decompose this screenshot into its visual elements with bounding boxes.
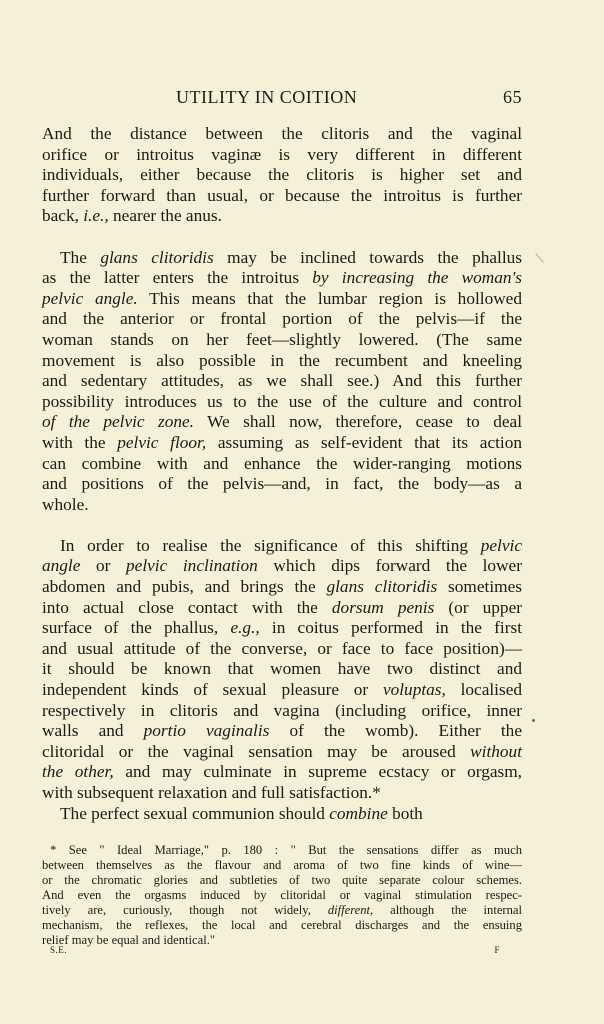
text-line [42, 598, 522, 619]
text-run: sometimes [437, 577, 522, 597]
text-line [42, 124, 522, 145]
text-line [42, 186, 522, 207]
running-header [42, 87, 522, 111]
paragraph [42, 804, 522, 825]
text-run: between themselves as the flavour and aroma of two fine kinds of wine— [42, 858, 522, 872]
body-text [42, 124, 522, 824]
text-run: walls and [42, 721, 144, 741]
text-run: may be inclined towards the phallus [213, 247, 522, 267]
text-run: (or upper [434, 597, 522, 617]
italic-text: e.g., [230, 618, 260, 638]
italic-text: pelvic inclination [126, 556, 258, 576]
paragraph-gap [42, 227, 522, 248]
text-run: * See " Ideal Marriage," p. 180 : " But the sensations differ as much [50, 843, 522, 857]
italic-text: by increasing the woman's [312, 268, 522, 288]
text-line [42, 145, 522, 166]
text-run: nearer the anus. [108, 206, 222, 226]
text-line [42, 248, 522, 269]
italic-text: voluptas, [382, 680, 446, 700]
text-run: as the latter enters the introitus [42, 268, 313, 288]
text-run: independent kinds of sexual pleasure or [42, 680, 383, 700]
text-run: which dips forward the lower [257, 556, 522, 576]
gathering-mark: F [494, 945, 500, 955]
text-line [42, 639, 522, 660]
italic-text: without [470, 741, 522, 761]
text-line [42, 454, 522, 475]
italic-text: i.e., [83, 206, 109, 226]
footnote-line [42, 933, 522, 948]
italic-text: portio vaginalis [143, 721, 270, 741]
text-line [42, 165, 522, 186]
text-run: This means that the lumbar region is hollowed [137, 288, 522, 308]
margin-dot [532, 719, 535, 722]
text-line [42, 371, 522, 392]
italic-text: different, [327, 903, 374, 917]
italic-text: of the pelvic zone. [42, 412, 195, 432]
italic-text: dorsum penis [331, 597, 435, 617]
text-line [42, 701, 522, 722]
text-line [42, 659, 522, 680]
text-run: surface of the phallus, [42, 618, 231, 638]
text-run: woman stands on her feet—slightly lowered. (The same [42, 329, 522, 349]
text-run: or [80, 556, 127, 576]
footnote-line [42, 858, 522, 873]
text-line [42, 495, 522, 516]
text-run: movement is also possible in the recumbent and kneeling [42, 350, 522, 370]
text-run: back, [42, 206, 84, 226]
italic-text: glans clitoridis [326, 577, 438, 597]
text-line [42, 536, 522, 557]
text-run: and the anterior or frontal portion of the pelvis—if the [42, 309, 522, 329]
text-run: The perfect sexual communion should [60, 803, 330, 823]
footnote-line [42, 873, 522, 888]
text-line [42, 351, 522, 372]
margin-mark [535, 253, 543, 263]
text-line [42, 309, 522, 330]
text-run: although the internal [373, 903, 522, 917]
text-run: with the [42, 432, 118, 452]
text-run: and sedentary attitudes, as we shall see.) And this further [42, 371, 522, 391]
text-run: of the womb). Either the [269, 721, 522, 741]
italic-text: the other, [42, 762, 114, 782]
text-line [42, 618, 522, 639]
paragraph [42, 536, 522, 804]
text-run: in coitus performed in the first [259, 618, 522, 638]
text-line [42, 721, 522, 742]
footnote-line [42, 888, 522, 903]
running-title: UTILITY IN COITION [176, 87, 358, 107]
paragraph [42, 248, 522, 516]
italic-text: combine [329, 803, 388, 823]
text-run: can combine with and enhance the wider-ranging motions [42, 453, 522, 473]
text-line [42, 330, 522, 351]
italic-text: pelvic angle. [42, 288, 138, 308]
text-run: with subsequent relaxation and full satisfaction.* [42, 783, 381, 802]
paragraph-gap [42, 515, 522, 536]
text-line [42, 680, 522, 701]
text-line [42, 412, 522, 433]
text-line [42, 783, 522, 804]
text-line [42, 474, 522, 495]
text-line [42, 268, 522, 289]
text-run: clitoridal or the vaginal sensation may be aroused [42, 741, 471, 761]
text-run: In order to realise the significance of this shifting [60, 535, 481, 555]
text-run: localised [445, 680, 523, 700]
text-line [42, 577, 522, 598]
text-line [42, 206, 522, 227]
text-line [42, 433, 522, 454]
page-number: 65 [503, 87, 522, 107]
text-run: tively are, curiously, though not widely, [42, 903, 328, 917]
text-run: into actual close contact with the [42, 597, 332, 617]
text-run: and positions of the pelvis—and, in fact, the body—as a [42, 474, 522, 494]
italic-text: glans clitoridis [100, 247, 214, 267]
text-run: or the chromatic glories and subtleties of two quite separate colour schemes. [42, 873, 522, 887]
text-run: assuming as self-evident that its action [206, 432, 522, 452]
text-run: orifice or introitus vaginæ is very different in different [42, 144, 522, 164]
text-run: relief may be equal and identical." [42, 933, 215, 947]
text-run: and may culminate in supreme ecstacy or orgasm, [113, 762, 522, 782]
footnote-line [42, 843, 522, 858]
text-run: abdomen and pubis, and brings the [42, 577, 327, 597]
text-line [42, 762, 522, 783]
text-run: whole. [42, 494, 89, 514]
paragraph [42, 124, 522, 227]
text-line [42, 742, 522, 763]
italic-text: pelvic floor, [117, 432, 207, 452]
text-line [42, 289, 522, 310]
text-run: And the distance between the clitoris and the vaginal [42, 124, 522, 143]
footnote-line [42, 918, 522, 933]
text-run: mechanism, the reflexes, the local and cerebral discharges and the ensuing [42, 918, 522, 932]
text-run: And even the orgasms induced by clitoridal or vaginal stimulation respec- [42, 888, 522, 902]
text-run: We shall now, therefore, cease to deal [194, 412, 522, 432]
text-run: The [60, 247, 101, 267]
text-run: further forward than usual, or because the introitus is further [42, 185, 522, 205]
text-line [42, 556, 522, 577]
italic-text: angle [42, 556, 81, 576]
footnote [42, 843, 522, 948]
text-run: possibility introduces us to the use of the culture and control [42, 391, 522, 411]
text-run: and usual attitude of the converse, or face to face position)— [42, 638, 522, 658]
text-line [42, 392, 522, 413]
text-run: it should be known that women have two distinct and [42, 659, 522, 679]
text-run: respectively in clitoris and vagina (including orifice, inner [42, 700, 522, 720]
text-line [42, 804, 522, 825]
italic-text: pelvic [480, 535, 522, 555]
text-run: both [387, 803, 423, 823]
signature-mark: S.E. [50, 945, 68, 955]
footnote-line [42, 903, 522, 918]
text-run: individuals, either because the clitoris is higher set and [42, 165, 522, 185]
